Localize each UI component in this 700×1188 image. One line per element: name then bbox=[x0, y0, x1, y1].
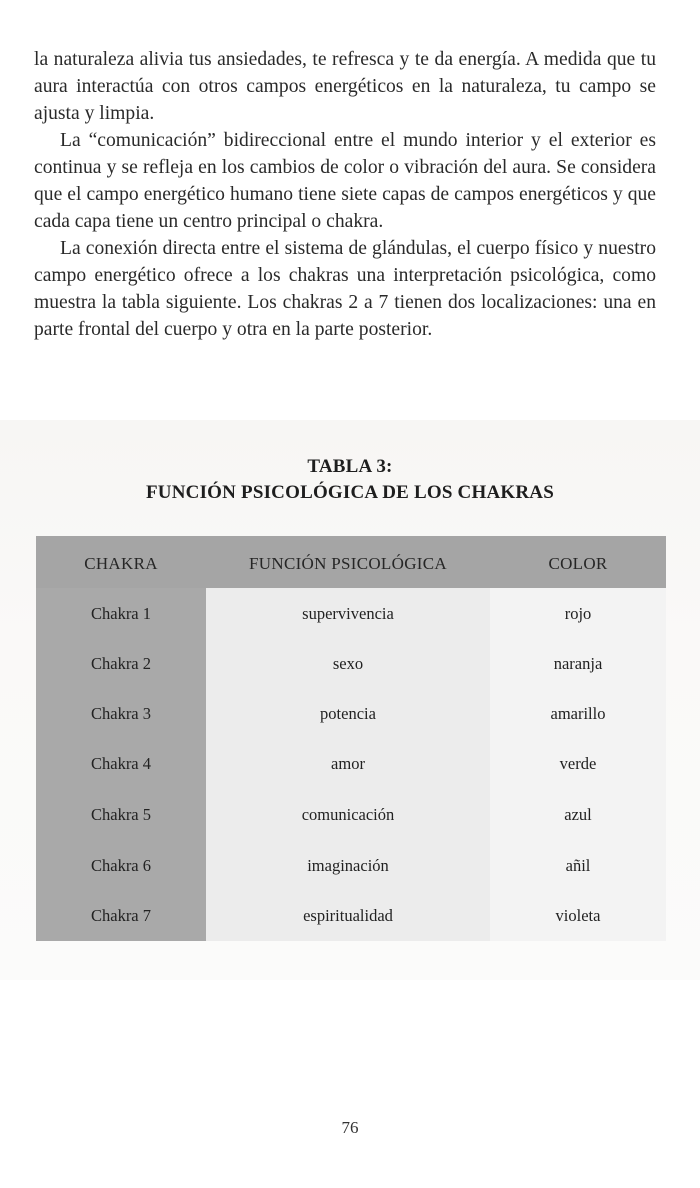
row-7-function: espiritualidad bbox=[303, 906, 393, 925]
page-number: 76 bbox=[341, 1118, 359, 1137]
row-7-color: violeta bbox=[555, 906, 601, 925]
row-5-function: comunicación bbox=[301, 805, 395, 824]
row-1-function: supervivencia bbox=[302, 604, 394, 623]
header-function: FUNCIÓN PSICOLÓGICA bbox=[249, 554, 447, 573]
row-6-color: añil bbox=[565, 856, 591, 875]
header-chakra: CHAKRA bbox=[84, 554, 158, 573]
row-4-chakra: Chakra 4 bbox=[90, 754, 152, 773]
row-6-function: imaginación bbox=[307, 856, 389, 875]
table-title-number: TABLA 3: bbox=[307, 456, 393, 477]
row-4-color: verde bbox=[559, 754, 597, 773]
body-text bbox=[34, 46, 656, 343]
row-5-chakra: Chakra 5 bbox=[90, 805, 152, 824]
row-5-color: azul bbox=[564, 805, 592, 824]
paragraph-1: la naturaleza alivia tus ansiedades, te refresca y te da energía. A medida que tu aura interactúa con otros campos energéticos en la naturaleza, tu campo se ajusta y limpia. bbox=[34, 49, 656, 124]
row-6-chakra: Chakra 6 bbox=[90, 856, 152, 875]
paragraph-3: La conexión directa entre el sistema de glándulas, el cuerpo físico y nuestro campo energético ofrece a los chakras una interpretación psicológica, como muestra la tabla siguiente. Los chakras 2 a 7 tienen dos localizaciones: una en parte frontal del cuerpo y otra en la parte posterior. bbox=[34, 238, 656, 340]
row-2-chakra: Chakra 2 bbox=[90, 654, 152, 673]
paragraph-2: La “comunicación” bidireccional entre el mundo interior y el exterior es continua y se refleja en los cambios de color o vibración del aura. Se considera que el campo energético humano tiene siete capas de campos energéticos y que cada capa tiene un centro principal o chakra. bbox=[34, 130, 656, 232]
chakra-table bbox=[36, 536, 666, 941]
table-title: FUNCIÓN PSICOLÓGICA DE LOS CHAKRAS bbox=[146, 482, 554, 503]
chakra-column-shade bbox=[36, 536, 206, 941]
row-1-color: rojo bbox=[564, 604, 592, 623]
row-3-color: amarillo bbox=[550, 704, 606, 723]
row-3-chakra: Chakra 3 bbox=[90, 704, 152, 723]
row-2-function: sexo bbox=[332, 654, 364, 673]
function-column-shade bbox=[206, 536, 490, 941]
row-1-chakra: Chakra 1 bbox=[90, 604, 152, 623]
row-3-function: potencia bbox=[320, 704, 376, 723]
header-color: COLOR bbox=[548, 554, 608, 573]
row-7-chakra: Chakra 7 bbox=[90, 906, 152, 925]
row-2-color: naranja bbox=[553, 654, 603, 673]
row-4-function: amor bbox=[331, 754, 365, 773]
color-column-shade bbox=[490, 536, 666, 941]
